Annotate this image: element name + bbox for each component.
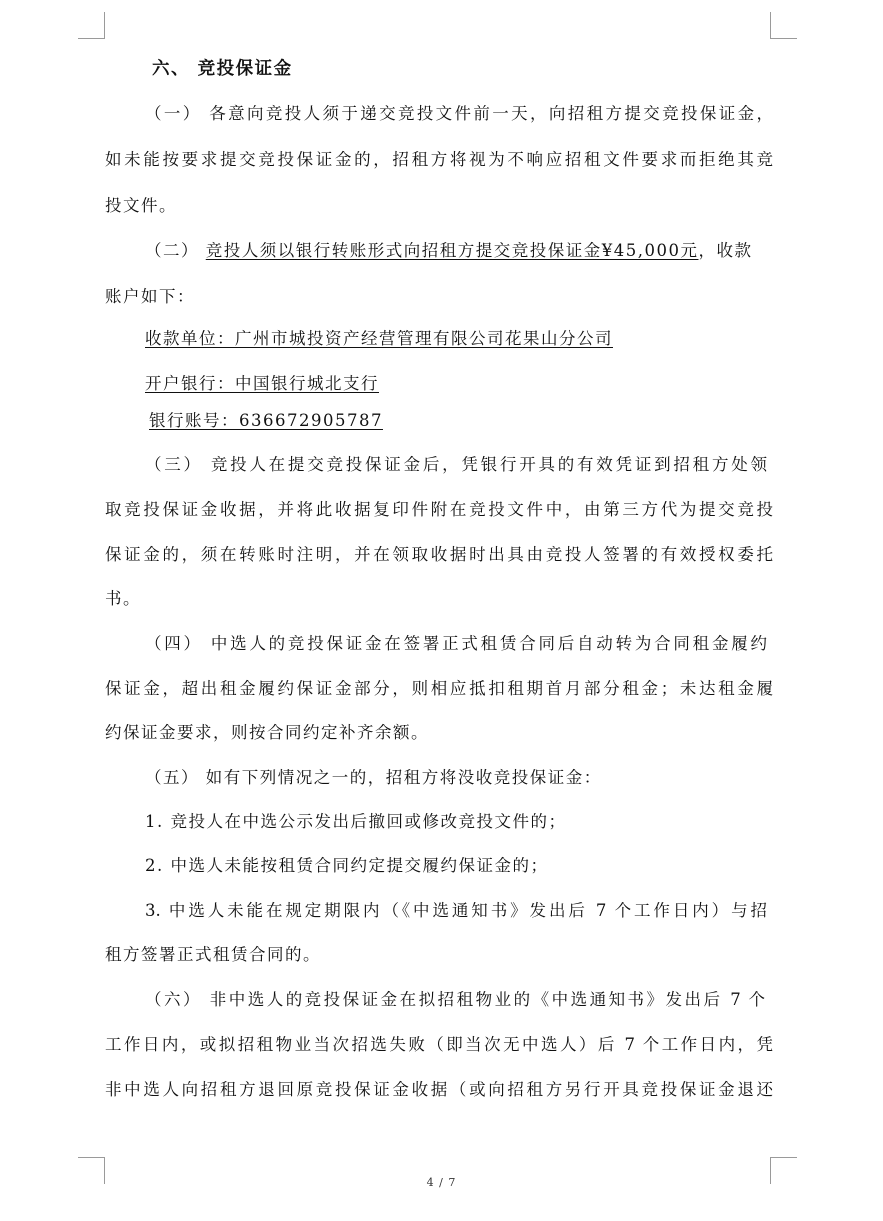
paragraph-1-line-1: （一） 各意向竞投人须于递交竞投文件前一天，向招租方提交竞投保证金， bbox=[145, 104, 773, 123]
paragraph-4-line-3: 约保证金要求，则按合同约定补齐余额。 bbox=[105, 723, 429, 742]
list-item-2: 2. 中选人未能按租赁合同约定提交履约保证金的； bbox=[145, 856, 549, 875]
deposit-amount-text: 竞投人须以银行转账形式向招租方提交竞投保证金¥45,000元 bbox=[205, 241, 699, 260]
section-heading: 六、 竞投保证金 bbox=[152, 59, 293, 79]
paragraph-2-suffix: ，收款 bbox=[698, 241, 753, 260]
crop-mark-top-right bbox=[770, 12, 797, 39]
paragraph-1-line-3: 投文件。 bbox=[105, 196, 177, 215]
paragraph-2-line-1 bbox=[145, 239, 773, 263]
paragraph-2-prefix: （二） bbox=[145, 241, 206, 260]
account-payee: 收款单位：广州市城投资产经营管理有限公司花果山分公司 bbox=[145, 329, 613, 348]
paragraph-5-line-1: （五） 如有下列情况之一的，招租方将没收竞投保证金： bbox=[145, 768, 602, 787]
paragraph-6-line-2: 工作日内，或拟招租物业当次招选失败（即当次无中选人）后 7 个工作日内，凭 bbox=[105, 1035, 773, 1054]
paragraph-6-line-1: （六） 非中选人的竞投保证金在拟招租物业的《中选通知书》发出后 7 个 bbox=[145, 990, 765, 1009]
paragraph-3-line-1: （三） 竞投人在提交竞投保证金后，凭银行开具的有效凭证到招租方处领 bbox=[145, 455, 767, 474]
paragraph-2-line-2: 账户如下： bbox=[105, 287, 195, 306]
paragraph-6-line-3: 非中选人向招租方退回原竞投保证金收据（或向招租方另行开具竞投保证金退还 bbox=[105, 1080, 773, 1099]
page-number: 4 / 7 bbox=[426, 1176, 457, 1189]
list-item-1: 1. 竞投人在中选公示发出后撤回或修改竞投文件的； bbox=[145, 812, 567, 831]
list-item-3-line-2: 租方签署正式租赁合同的。 bbox=[105, 945, 321, 964]
crop-mark-top-left bbox=[78, 12, 105, 39]
paragraph-1-line-2: 如未能按要求提交竞投保证金的，招租方将视为不响应招租文件要求而拒绝其竞 bbox=[105, 150, 773, 169]
account-number: 银行账号：636672905787 bbox=[149, 411, 383, 430]
paragraph-3-line-3: 保证金的，须在转账时注明，并在领取收据时出具由竞投人签署的有效授权委托 bbox=[105, 545, 773, 564]
paragraph-4-line-2: 保证金，超出租金履约保证金部分，则相应抵扣租期首月部分租金；未达租金履 bbox=[105, 679, 773, 698]
list-item-3-line-1: 3. 中选人未能在规定期限内（《中选通知书》发出后 7 个工作日内）与招 bbox=[145, 901, 767, 920]
account-bank: 开户银行：中国银行城北支行 bbox=[145, 374, 379, 393]
paragraph-4-line-1: （四） 中选人的竞投保证金在签署正式租赁合同后自动转为合同租金履约 bbox=[145, 634, 767, 653]
paragraph-3-line-4: 书。 bbox=[105, 589, 141, 608]
paragraph-3-line-2: 取竞投保证金收据，并将此收据复印件附在竞投文件中，由第三方代为提交竞投 bbox=[105, 500, 773, 519]
